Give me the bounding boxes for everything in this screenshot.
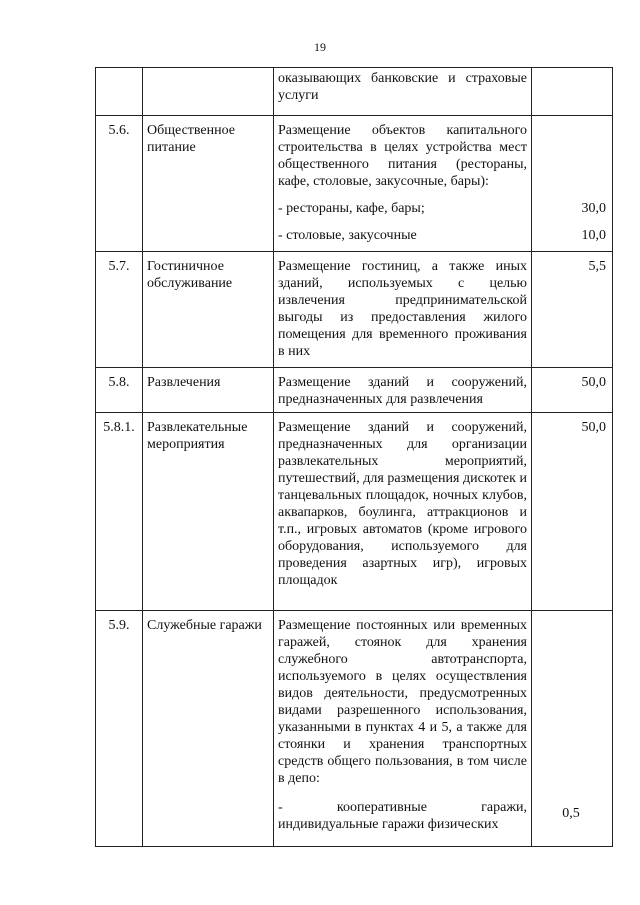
value-restaurants: 30,0 xyxy=(581,201,606,216)
row-value xyxy=(532,116,613,252)
row-name xyxy=(143,68,274,116)
row-value: 5,5 xyxy=(532,252,613,368)
row-sub-item: - столовые, закусочные xyxy=(278,228,417,243)
row-description-text: Размещение постоянных или временных гаражей, стоянок для хранения служебного автотранспорта, используемого в целях осуществления видов деятельности, предусмотренных видами разрешенного использования, указанными в пунктах 4 и 5, а также для стоянки и хранения транспортных средств общего пользования, в том числе в депо: xyxy=(278,618,527,786)
value-canteens: 10,0 xyxy=(581,228,606,243)
row-description-text: Размещение объектов капитального строительства в целях устройства мест общественного питания (рестораны, кафе, столовые, закусочные, бары): xyxy=(278,123,527,189)
table-row xyxy=(96,68,613,116)
row-value: 50,0 xyxy=(532,413,613,611)
row-description: Размещение зданий и сооружений, предназначенных для развлечения xyxy=(274,368,532,413)
row-description: Размещение зданий и сооружений, предназначенных для организации развлекательных мероприятий, путешествий, для размещения дискотек и танцевальных площадок, ночных клубов, аквапарков, боулинга, аттракционов и т.п., игровых автоматов (кроме игрового оборудования, используемого для проведения азартных игр), игровых площадок xyxy=(274,413,532,611)
row-name: Развлекательные мероприятия xyxy=(143,413,274,611)
row-value xyxy=(532,68,613,116)
row-description xyxy=(274,116,532,252)
row-description xyxy=(274,611,532,847)
table-row xyxy=(96,252,613,368)
value-garages: 0,5 xyxy=(562,806,580,821)
page-number: 19 xyxy=(314,40,326,54)
row-name: Развлечения xyxy=(143,368,274,413)
row-name: Общественное питание xyxy=(143,116,274,252)
land-use-table xyxy=(95,67,613,847)
row-description: Размещение гостиниц, а также иных зданий, используемых с целью извлечения предпринимательской выгоды из предоставления жилого помещения для временного проживания в них xyxy=(274,252,532,368)
row-number: 5.7. xyxy=(96,252,143,368)
row-value xyxy=(532,611,613,847)
row-sub-item: - рестораны, кафе, бары; xyxy=(278,201,425,216)
row-number xyxy=(96,68,143,116)
row-number: 5.6. xyxy=(96,116,143,252)
row-name: Гостиничное обслуживание xyxy=(143,252,274,368)
row-name: Служебные гаражи xyxy=(143,611,274,847)
table-row xyxy=(96,611,613,847)
row-number: 5.8. xyxy=(96,368,143,413)
table-row xyxy=(96,368,613,413)
row-value: 50,0 xyxy=(532,368,613,413)
row-sub-item: - кооперативные гаражи, индивидуальные гаражи физических xyxy=(278,800,527,832)
table-row xyxy=(96,413,613,611)
row-number: 5.9. xyxy=(96,611,143,847)
table-row xyxy=(96,116,613,252)
row-description: оказывающих банковские и страховые услуги xyxy=(274,68,532,116)
row-number: 5.8.1. xyxy=(96,413,143,611)
